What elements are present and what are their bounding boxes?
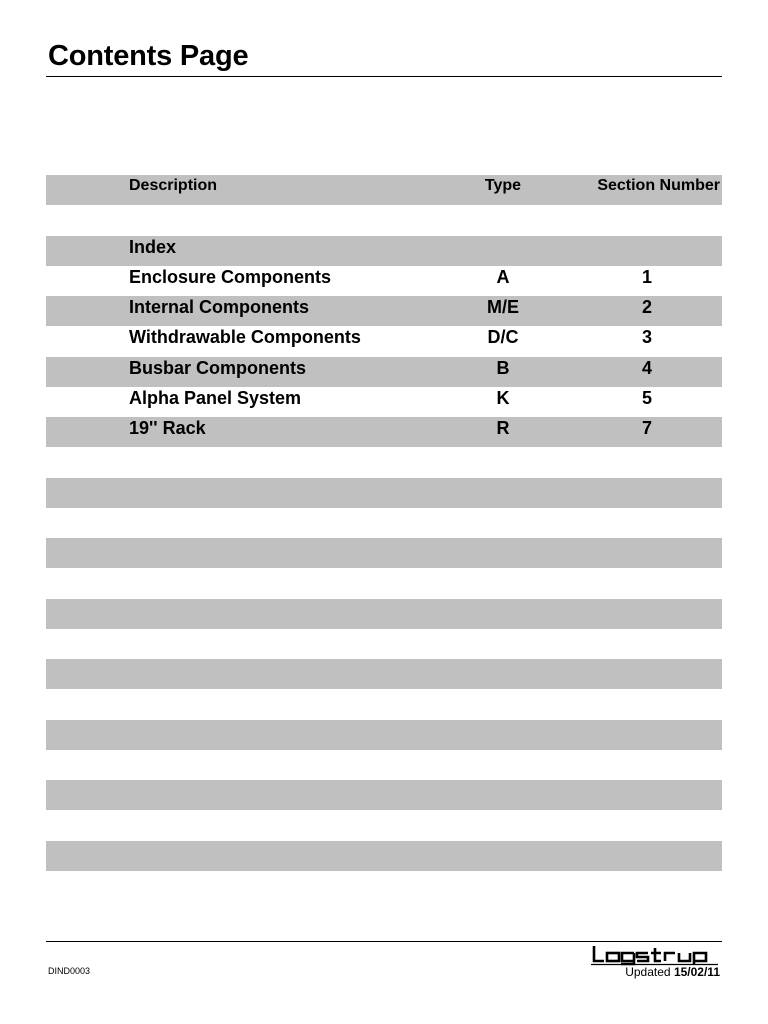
table-row	[46, 841, 722, 871]
row-type: R	[496, 418, 510, 438]
row-type: B	[496, 357, 510, 378]
updated-label: Updated	[625, 965, 671, 979]
row-section-number: 2	[641, 297, 652, 317]
updated-note	[625, 964, 720, 980]
table-row	[46, 568, 722, 598]
title-divider	[46, 76, 722, 77]
table-row	[46, 387, 722, 417]
footer-divider	[46, 941, 722, 942]
row-type: A	[496, 266, 510, 287]
row-description: Index	[129, 236, 177, 257]
row-description: Enclosure Components	[129, 266, 332, 287]
table-row	[46, 629, 722, 659]
updated-date: 15/02/11	[673, 965, 720, 979]
contents-table	[46, 175, 722, 901]
table-row	[46, 326, 722, 356]
table-row	[46, 205, 722, 235]
table-row	[46, 478, 722, 508]
table-header-row	[46, 175, 722, 205]
row-section-number: 4	[641, 357, 652, 378]
table-row	[46, 599, 722, 629]
table-row	[46, 447, 722, 477]
row-section-number: 5	[641, 387, 652, 408]
row-section-number: 1	[641, 266, 652, 287]
table-row	[46, 357, 722, 387]
table-row	[46, 750, 722, 780]
table-row	[46, 417, 722, 447]
table-row	[46, 659, 722, 689]
row-type: D/C	[487, 327, 519, 348]
row-description: Alpha Panel System	[129, 387, 302, 408]
table-row	[46, 689, 722, 719]
table-body	[46, 205, 722, 901]
header-section-number: Section Number	[597, 177, 720, 194]
table-row	[46, 871, 722, 901]
row-section-number: 7	[641, 418, 652, 438]
row-description: Internal Components	[129, 297, 310, 317]
table-row	[46, 810, 722, 840]
table-row	[46, 266, 722, 296]
table-row	[46, 538, 722, 568]
row-type: K	[496, 387, 510, 408]
table-row	[46, 296, 722, 326]
header-type: Type	[484, 177, 522, 194]
page-title: Contents Page	[48, 40, 249, 72]
table-row	[46, 508, 722, 538]
row-type: M/E	[486, 297, 519, 317]
row-description: 19'' Rack	[129, 418, 206, 438]
row-section-number: 3	[641, 327, 652, 348]
header-description: Description	[129, 177, 218, 194]
document-code: DIND0003	[48, 966, 91, 976]
logstrup-logo-icon	[591, 944, 721, 966]
row-description: Busbar Components	[129, 357, 307, 378]
table-row	[46, 720, 722, 750]
table-row	[46, 780, 722, 810]
row-description: Withdrawable Components	[129, 327, 361, 348]
table-row	[46, 236, 722, 266]
